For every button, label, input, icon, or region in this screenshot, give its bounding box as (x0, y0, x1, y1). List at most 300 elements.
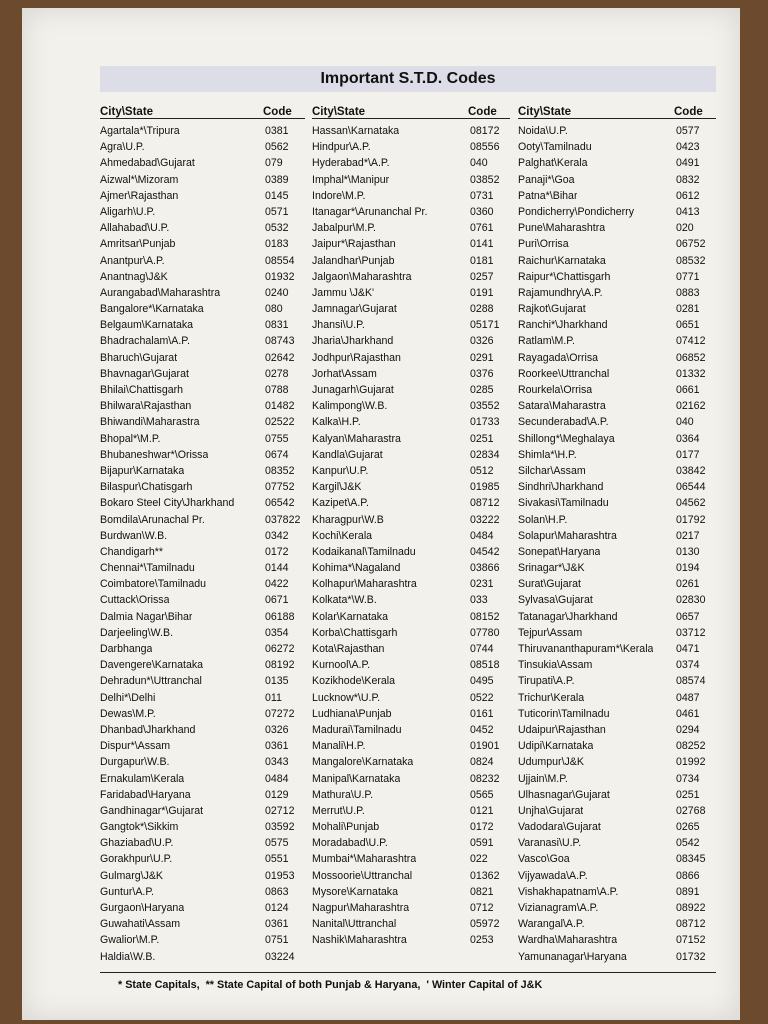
table-row (312, 609, 510, 625)
std-code: 06542 (265, 497, 295, 510)
table-row (100, 512, 305, 528)
std-code: 0144 (265, 562, 289, 575)
std-code: 0612 (676, 189, 700, 202)
code-header: Code (674, 106, 703, 118)
table-row (312, 835, 510, 851)
table-row (518, 576, 716, 592)
table-row (518, 398, 716, 414)
city-state: Pune\Maharashtra (518, 222, 606, 235)
std-code: 0288 (470, 303, 494, 316)
table-row (312, 528, 510, 544)
city-state: Mysore\Karnataka (312, 885, 398, 898)
table-row (312, 738, 510, 754)
city-state: Nanital\Uttranchal (312, 918, 397, 931)
city-state: Dehradun*\Uttranchal (100, 675, 202, 688)
city-state: Bhilai\Chattisgarh (100, 384, 184, 396)
city-state: Jalandhar\Punjab (312, 254, 395, 267)
std-code: 0172 (470, 821, 494, 834)
city-state: Tirupati\A.P. (518, 675, 575, 688)
table-row (518, 220, 716, 236)
std-code: 0755 (265, 432, 289, 445)
table-row (100, 382, 305, 398)
table-row (312, 155, 510, 171)
city-state: Tejpur\Assam (518, 626, 583, 639)
std-code: 0821 (470, 885, 494, 898)
city-state: Korba\Chattisgarh (312, 626, 398, 639)
std-code: 07412 (676, 335, 706, 348)
table-row (518, 512, 716, 528)
city-state: Varanasi\U.P. (518, 837, 582, 850)
city-state: Ludhiana\Punjab (312, 707, 392, 720)
city-state: Bhavnagar\Gujarat (100, 367, 189, 380)
std-code: 0361 (265, 918, 289, 931)
std-code: 0261 (676, 578, 700, 591)
table-row (100, 188, 305, 204)
city-state: Gorakhpur\U.P. (100, 853, 173, 866)
table-row (312, 447, 510, 463)
std-code: 01332 (676, 367, 706, 380)
city-state: Jalgaon\Maharashtra (312, 270, 412, 283)
table-row (518, 333, 716, 349)
std-code: 0471 (676, 643, 700, 655)
std-code: 02522 (265, 416, 295, 429)
std-code: 08712 (676, 918, 706, 931)
std-code: 01482 (265, 400, 295, 413)
city-state: Rourkela\Orrisa (518, 384, 593, 396)
city-state: Aligarh\U.P. (100, 205, 156, 218)
table-row (518, 269, 716, 285)
std-code: 06852 (676, 351, 706, 364)
table-row (518, 560, 716, 576)
std-code: 033 (470, 594, 488, 607)
table-row (100, 447, 305, 463)
city-state: Bhiwandi\Maharastra (100, 416, 200, 429)
std-code: 0183 (265, 238, 289, 251)
city-state: Mangalore\Karnataka (312, 756, 414, 769)
table-row (518, 592, 716, 608)
city-state: Bijapur\Karnataka (100, 464, 185, 477)
city-state: Trichur\Kerala (518, 691, 585, 704)
std-code: 0571 (265, 205, 289, 218)
table-row (518, 382, 716, 398)
city-state: Raichur\Karnataka (518, 254, 606, 267)
city-state: Delhi*\Delhi (100, 691, 156, 704)
table-row (100, 787, 305, 803)
city-state: Noida\U.P. (518, 125, 568, 137)
city-state: Secunderabad\A.P. (518, 416, 609, 429)
std-code: 0832 (676, 173, 700, 186)
city-state: Palghat\Kerala (518, 157, 588, 170)
city-state: Raipur*\Chattisgarh (518, 270, 611, 283)
table-row (100, 884, 305, 900)
std-code: 0217 (676, 529, 700, 542)
city-state: Rajamundhry\A.P. (518, 286, 603, 299)
std-code: 0281 (676, 303, 700, 316)
book-page (22, 8, 740, 1020)
std-code: 020 (676, 222, 694, 235)
std-code: 01992 (676, 756, 706, 769)
city-state: Kozikhode\Kerala (312, 675, 396, 688)
table-row (100, 236, 305, 252)
city-state: Tuticorin\Tamilnadu (518, 707, 610, 720)
std-code: 0251 (676, 788, 700, 801)
std-code: 0389 (265, 173, 289, 186)
city-state: Chennai*\Tamilnadu (100, 562, 195, 575)
std-code: 0342 (265, 529, 289, 542)
table-row (312, 851, 510, 867)
std-code: 02830 (676, 594, 706, 607)
city-state: Jammu \J&K' (312, 286, 375, 299)
table-row (312, 479, 510, 495)
city-state: Dewas\M.P. (100, 707, 156, 720)
std-code: 05171 (470, 319, 500, 332)
std-code: 0522 (470, 691, 494, 704)
city-state-header: City\State (312, 106, 366, 118)
city-state: Kalimpong\W.B. (312, 400, 388, 413)
city-state: Ujjain\M.P. (518, 772, 568, 785)
city-state: Shimla*\H.P. (518, 448, 577, 461)
city-state: Dalmia Nagar\Bihar (100, 610, 193, 623)
city-state: Agra\U.P. (100, 141, 145, 154)
city-state: Jabalpur\M.P. (312, 222, 376, 235)
std-code: 0487 (676, 691, 700, 704)
table-row (100, 851, 305, 867)
city-state: Sindhri\Jharkhand (518, 481, 604, 494)
std-code: 08574 (676, 675, 706, 688)
table-row (100, 479, 305, 495)
city-state: Kohima*\Nagaland (312, 562, 401, 575)
table-row (518, 253, 716, 269)
std-code: 0326 (265, 723, 289, 736)
city-state: Dhanbad\Jharkhand (100, 723, 196, 736)
std-code: 0294 (676, 723, 700, 736)
city-state: Sivakasi\Tamilnadu (518, 497, 609, 510)
city-state: Lucknow*\U.P. (312, 691, 381, 704)
city-state: Anantpur\A.P. (100, 254, 165, 267)
column-3 (518, 92, 716, 965)
city-state: Mathura\U.P. (312, 788, 374, 801)
city-state: Burdwan\W.B. (100, 529, 168, 542)
std-code: 02712 (265, 804, 295, 817)
table-row (518, 431, 716, 447)
std-code: 08743 (265, 335, 295, 348)
city-state: Ahmedabad\Gujarat (100, 157, 195, 170)
table-row (518, 204, 716, 220)
code-header: Code (263, 106, 292, 118)
std-code: 0278 (265, 367, 289, 380)
std-code: 02642 (265, 351, 295, 364)
city-state: Nagpur\Maharashtra (312, 902, 410, 914)
std-code: 0866 (676, 869, 700, 882)
std-code: 0651 (676, 319, 700, 332)
std-code: 0191 (470, 286, 494, 299)
city-state: Agartala*\Tripura (100, 125, 180, 137)
std-code: 07152 (676, 934, 706, 947)
city-state: Kharagpur\W.B (312, 513, 384, 526)
table-row (100, 657, 305, 673)
std-code: 0751 (265, 934, 289, 947)
std-code: 0542 (676, 837, 700, 850)
table-row (518, 447, 716, 463)
column-1 (100, 92, 305, 965)
footnote-winter-capital: ' Winter Capital of J&K (426, 979, 543, 991)
std-code: 08712 (470, 497, 500, 510)
column-header (518, 92, 716, 119)
std-code: 03866 (470, 562, 500, 575)
std-code: 0231 (470, 578, 494, 591)
std-code: 0124 (265, 902, 289, 914)
city-state: Kargil\J&K (312, 481, 362, 494)
city-state: Ernakulam\Kerala (100, 772, 185, 785)
std-code: 0731 (470, 189, 494, 202)
city-state: Bhadrachalam\A.P. (100, 335, 190, 348)
std-code: 03222 (470, 513, 500, 526)
table-row (100, 155, 305, 171)
std-code: 0734 (676, 772, 700, 785)
std-code: 0253 (470, 934, 494, 947)
std-code: 0744 (470, 643, 494, 655)
table-row (312, 431, 510, 447)
std-code: 0251 (470, 432, 494, 445)
table-row (100, 414, 305, 430)
std-code: 0121 (470, 804, 494, 817)
code-list (100, 123, 305, 965)
std-code: 0657 (676, 610, 700, 623)
city-state: Madurai\Tamilnadu (312, 723, 402, 736)
table-row (518, 673, 716, 689)
table-row (100, 722, 305, 738)
std-code: 080 (265, 303, 283, 316)
std-code: 0591 (470, 837, 494, 850)
city-state: Bhubaneshwar*\Orissa (100, 448, 209, 461)
std-code: 0364 (676, 432, 700, 445)
std-code: 07752 (265, 481, 295, 494)
std-code: 08554 (265, 254, 295, 267)
std-code: 0413 (676, 205, 700, 218)
std-code: 0129 (265, 788, 289, 801)
table-row (100, 835, 305, 851)
table-row (100, 609, 305, 625)
city-state: Mohali\Punjab (312, 821, 380, 834)
city-state: Guntur\A.P. (100, 885, 154, 898)
std-code: 0712 (470, 902, 494, 914)
table-row (312, 172, 510, 188)
std-code: 079 (265, 157, 283, 170)
city-state: Kolhapur\Maharashtra (312, 578, 417, 591)
table-row (312, 220, 510, 236)
std-code: 08532 (676, 254, 706, 267)
std-code: 01732 (676, 950, 706, 963)
std-code: 0484 (470, 529, 494, 542)
city-state: Panaji*\Goa (518, 173, 575, 186)
table-row (100, 900, 305, 916)
city-state: Ghaziabad\U.P. (100, 837, 174, 850)
column-header (312, 92, 510, 119)
std-code: 0291 (470, 351, 494, 364)
city-state: Gulmarg\J&K (100, 869, 163, 882)
std-code: 03852 (470, 173, 500, 186)
city-state: Vadodara\Gujarat (518, 821, 601, 834)
city-state: Ratlam\M.P. (518, 335, 575, 348)
table-row (312, 123, 510, 139)
table-row (312, 690, 510, 706)
table-row (312, 641, 510, 657)
table-row (518, 819, 716, 835)
table-row (518, 625, 716, 641)
std-code: 0577 (676, 125, 700, 137)
std-code: 0422 (265, 578, 289, 591)
city-state: Wardha\Maharashtra (518, 934, 618, 947)
std-code: 06752 (676, 238, 706, 251)
std-code: 0863 (265, 885, 289, 898)
code-header: Code (468, 106, 497, 118)
city-state: Hassan\Karnataka (312, 125, 400, 137)
table-row (312, 366, 510, 382)
table-row (518, 916, 716, 932)
city-state: Solan\H.P. (518, 513, 568, 526)
table-row (312, 592, 510, 608)
table-row (518, 317, 716, 333)
city-state: Kodaikanal\Tamilnadu (312, 545, 416, 558)
city-state: Chandigarh** (100, 545, 164, 558)
std-code: 06544 (676, 481, 706, 494)
column-2 (312, 92, 510, 949)
std-code: 07780 (470, 626, 500, 639)
std-code: 06272 (265, 643, 295, 655)
std-code: 0423 (676, 141, 700, 154)
table-row (100, 544, 305, 560)
city-state: Mossoorie\Uttranchal (312, 869, 413, 882)
table-row (100, 204, 305, 220)
table-row (518, 932, 716, 948)
table-row (518, 787, 716, 803)
city-state: Satara\Maharastra (518, 400, 606, 413)
std-code: 0172 (265, 545, 289, 558)
std-code: 0484 (265, 772, 289, 785)
city-state: Davengere\Karnataka (100, 659, 204, 672)
table-row (312, 414, 510, 430)
std-code: 0130 (676, 545, 700, 558)
city-state: Kanpur\U.P. (312, 464, 369, 477)
table-row (312, 139, 510, 155)
std-code: 0361 (265, 740, 289, 753)
city-state: Ooty\Tamilnadu (518, 141, 592, 154)
std-code: 08252 (676, 740, 706, 753)
std-code: 02834 (470, 448, 500, 461)
std-code: 0824 (470, 756, 494, 769)
table-row (100, 431, 305, 447)
std-code: 08192 (265, 659, 295, 672)
std-code: 0354 (265, 626, 289, 639)
table-row (312, 544, 510, 560)
std-code: 0135 (265, 675, 289, 688)
city-state: Kochi\Kerala (312, 529, 373, 542)
std-code: 05972 (470, 918, 500, 931)
std-code: 08232 (470, 772, 500, 785)
city-state: Moradabad\U.P. (312, 837, 388, 850)
std-code: 0265 (676, 821, 700, 834)
table-row (100, 673, 305, 689)
table-row (518, 463, 716, 479)
city-state: Anantnag\J&K (100, 270, 168, 283)
city-state-header: City\State (518, 106, 572, 118)
table-row (518, 123, 716, 139)
table-row (518, 155, 716, 171)
city-state: Tinsukia\Assam (518, 659, 593, 672)
table-row (518, 495, 716, 511)
std-code: 0491 (676, 157, 700, 170)
std-code: 01953 (265, 869, 295, 882)
table-row (312, 819, 510, 835)
city-state: Kalka\H.P. (312, 416, 361, 429)
city-state: Amritsar\Punjab (100, 238, 176, 251)
table-row (312, 301, 510, 317)
city-state: Udipi\Karnataka (518, 740, 594, 753)
table-row (100, 333, 305, 349)
std-code: 07272 (265, 707, 295, 720)
std-code: 011 (265, 691, 282, 704)
std-code: 0240 (265, 286, 289, 299)
table-row (518, 884, 716, 900)
city-state: Itanagar*\Arunanchal Pr. (312, 205, 428, 218)
table-row (100, 932, 305, 948)
table-row (100, 592, 305, 608)
table-row (100, 350, 305, 366)
city-state: Bokaro Steel City\Jharkhand (100, 497, 235, 510)
std-code: 03842 (676, 464, 706, 477)
std-code: 0671 (265, 594, 289, 607)
std-code: 0326 (470, 335, 494, 348)
table-row (518, 722, 716, 738)
city-state: Jorhat\Assam (312, 367, 377, 380)
city-state: Mumbai*\Maharashtra (312, 853, 417, 866)
table-row (518, 690, 716, 706)
table-row (518, 544, 716, 560)
std-code: 08152 (470, 610, 500, 623)
table-row (518, 528, 716, 544)
table-row (100, 172, 305, 188)
std-code: 0565 (470, 788, 494, 801)
table-row (312, 512, 510, 528)
std-code: 03712 (676, 626, 706, 639)
city-state: Darjeeling\W.B. (100, 626, 174, 639)
std-code: 03592 (265, 821, 295, 834)
table-row (518, 949, 716, 965)
table-row (312, 625, 510, 641)
table-row (518, 236, 716, 252)
table-row (312, 398, 510, 414)
table-row (100, 285, 305, 301)
table-row (100, 317, 305, 333)
table-row (312, 754, 510, 770)
city-state: Allahabad\U.P. (100, 222, 170, 235)
city-state: Yamunanagar\Haryana (518, 950, 627, 963)
city-state: Udaipur\Rajasthan (518, 723, 606, 736)
std-code: 01985 (470, 481, 500, 494)
std-code: 0788 (265, 384, 289, 396)
city-state: Gurgaon\Haryana (100, 902, 185, 914)
table-row (100, 269, 305, 285)
table-row (312, 317, 510, 333)
table-row (100, 916, 305, 932)
city-state: Gangtok*\Sikkim (100, 821, 179, 834)
table-row (312, 560, 510, 576)
std-code: 0532 (265, 222, 289, 235)
table-row (518, 641, 716, 657)
std-code: 0376 (470, 367, 494, 380)
city-state: Kurnool\A.P. (312, 659, 371, 672)
page-title: Important S.T.D. Codes (320, 70, 496, 87)
